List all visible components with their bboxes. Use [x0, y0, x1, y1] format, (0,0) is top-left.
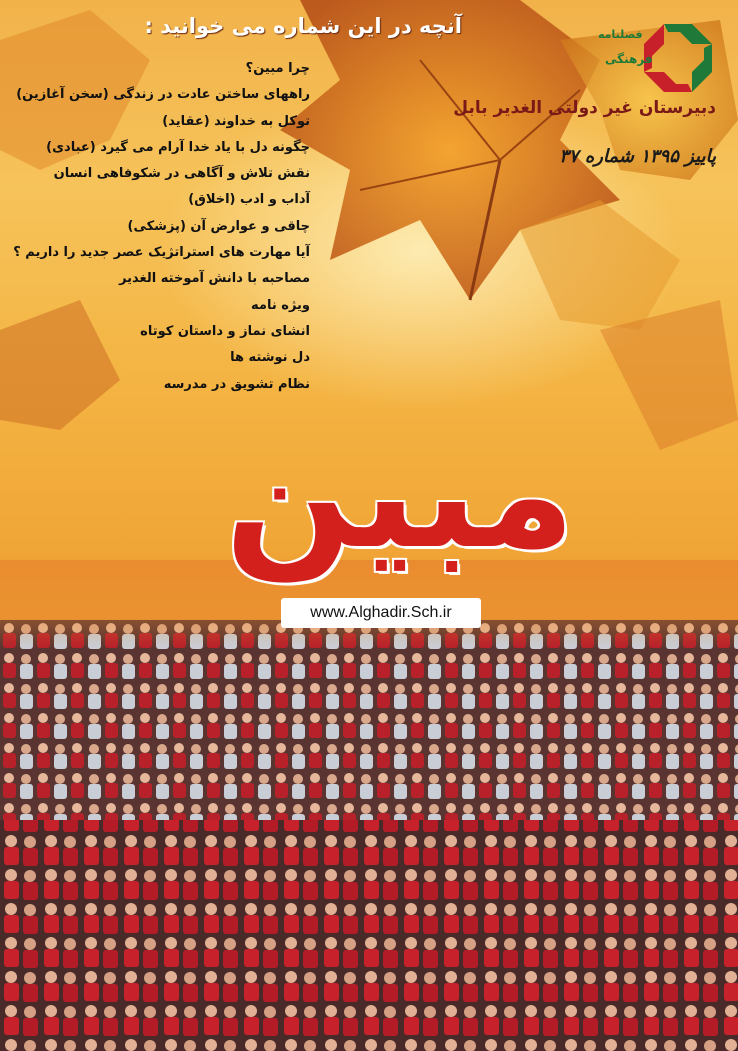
website-url: www.Alghadir.Sch.ir [310, 604, 452, 621]
magazine-title-text: مبین [224, 408, 576, 582]
toc-item: آداب و ادب (اخلاق) [188, 192, 310, 208]
toc-item: توکل به خداوند (عقاید) [162, 113, 310, 129]
toc-item: انشای نماز و داستان کوتاه [140, 323, 310, 339]
logo-text-line1: فصلنامه [598, 28, 643, 41]
logo-text-line2: فرهنگی [605, 52, 653, 66]
issue-info: پاییز ۱۳۹۵ شماره ۳۷ [559, 146, 716, 167]
toc-item: ویژه نامه [251, 297, 310, 313]
toc-heading: آنچه در این شماره می خوانید : [144, 14, 462, 38]
toc-item: چاقی و عوارض آن (پزشکی) [127, 218, 310, 234]
students-crowd-photo [0, 560, 738, 1051]
toc-item: آیا مهارت های استراتژیک عصر جدید را داریم ؟ [13, 245, 310, 261]
toc-item: چرا مبین؟ [245, 61, 310, 76]
toc-item: راههای ساختن عادت در زندگی (سخن آغازین) [16, 87, 310, 103]
toc-item: مصاحبه با دانش آموخته الغدیر [119, 271, 310, 287]
table-of-contents [10, 56, 310, 398]
toc-item: نقش تلاش و آگاهی در شکوفاهی انسان [53, 166, 310, 182]
website-box [281, 598, 481, 628]
toc-item: نظام تشویق در مدرسه [163, 376, 310, 392]
school-name: دبیرستان غیر دولتی الغدیر بابل [453, 98, 716, 118]
toc-item: چگونه دل با یاد خدا آرام می گیرد (عبادی) [46, 139, 310, 155]
magazine-title [120, 395, 680, 595]
toc-item: دل نوشته ها [230, 350, 310, 366]
